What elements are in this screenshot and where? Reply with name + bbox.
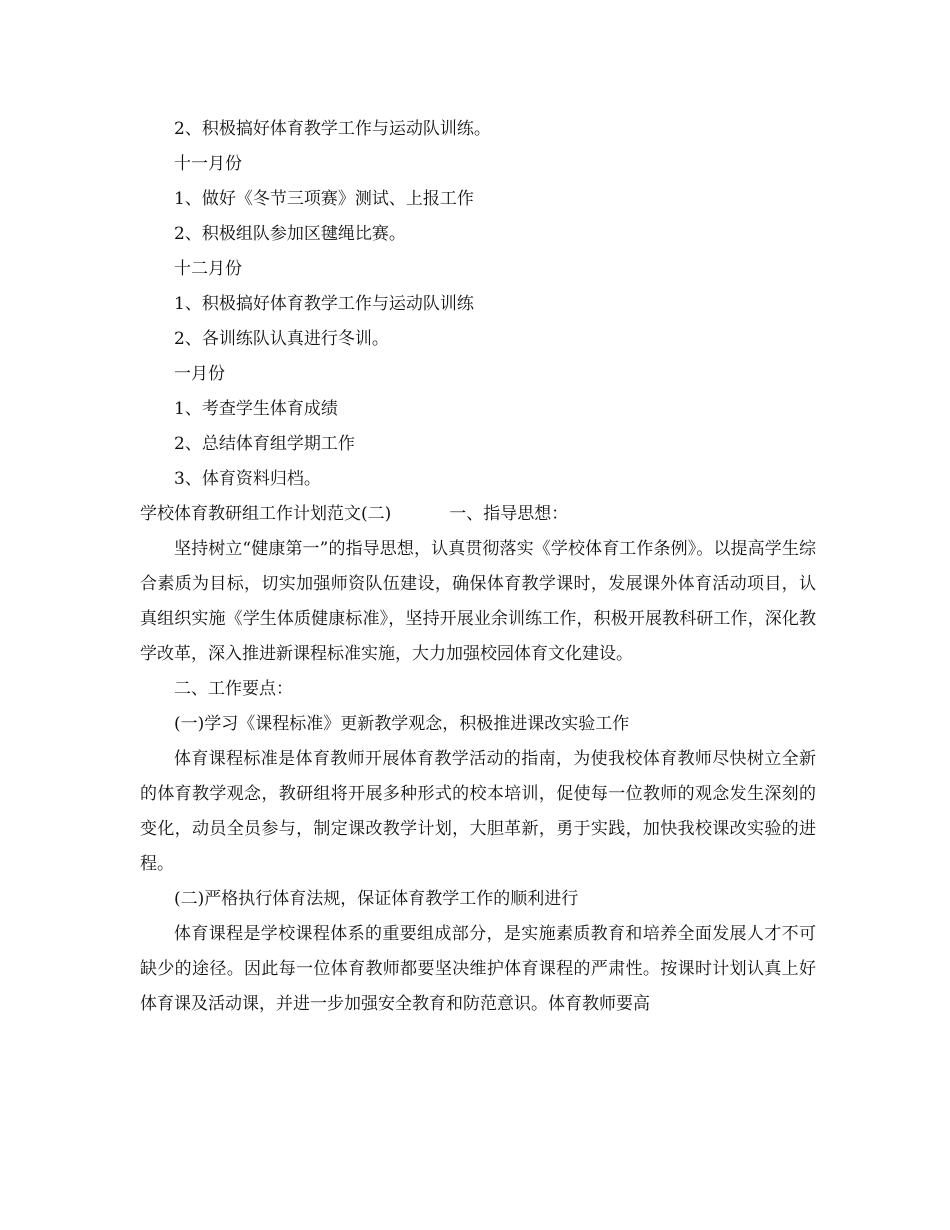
schedule-item: 1、做好《冬节三项赛》测试、上报工作 bbox=[174, 189, 474, 209]
paragraph-text: 体育课程是学校课程体系的重要组成部分，是实施素质教育和培养全面发展人才不可缺少的途径。因此每一位体育教师都要坚决维护体育课程的严肃性。按课时计划认真上好体育课及活动课，并进一步加强安全教育和防范意识。体育教师要高 bbox=[140, 924, 816, 1014]
schedule-item: 2、总结体育组学期工作 bbox=[174, 434, 355, 454]
paragraph-text: 体育课程标准是体育教师开展体育教学活动的指南，为使我校体育教师尽快树立全新的体育教学观念，教研组将开展多种形式的校本培训，促使每一位教师的观念发生深刻的变化，动员全员参与，制定课改教学计划，大胆革新，勇于实践，加快我校课改实验的进程。 bbox=[140, 749, 816, 874]
month-label-november: 十一月份 bbox=[174, 154, 242, 174]
section-heading: 一、指导思想： bbox=[449, 504, 569, 524]
schedule-item: 2、积极组队参加区毽绳比赛。 bbox=[174, 224, 406, 244]
document-body bbox=[140, 112, 816, 1022]
subsection-heading: (二)严格执行体育法规，保证体育教学工作的顺利进行 bbox=[174, 889, 579, 909]
month-label-december: 十二月份 bbox=[174, 259, 242, 279]
month-label-january: 一月份 bbox=[174, 364, 225, 384]
title-line bbox=[140, 497, 816, 532]
subsection-heading: (一)学习《课程标准》更新教学观念，积极推进课改实验工作 bbox=[174, 714, 630, 734]
schedule-item: 3、体育资料归档。 bbox=[174, 469, 321, 489]
section1-paragraph bbox=[140, 532, 816, 672]
schedule-item: 2、各训练队认真进行冬训。 bbox=[174, 329, 389, 349]
schedule-item: 1、积极搞好体育教学工作与运动队训练 bbox=[174, 294, 474, 314]
document-title: 学校体育教研组工作计划范文(二) bbox=[140, 504, 392, 524]
paragraph-text: 坚持树立“健康第一”的指导思想，认真贯彻落实《学校体育工作条例》。以提高学生综合素质为目标，切实加强师资队伍建设，确保体育教学课时，发展课外体育活动项目，认真组织实施《学生体质健康标准》，坚持开展业余训练工作，积极开展教科研工作，深化教学改革，深入推进新课程标准实施，大力加强校园体育文化建设。 bbox=[140, 539, 816, 664]
schedule-item: 2、积极搞好体育教学工作与运动队训练。 bbox=[174, 119, 491, 139]
subsection2-paragraph bbox=[140, 917, 816, 1022]
section-heading: 二、工作要点： bbox=[174, 679, 293, 699]
subsection1-paragraph bbox=[140, 742, 816, 882]
schedule-item: 1、考查学生体育成绩 bbox=[174, 399, 338, 419]
